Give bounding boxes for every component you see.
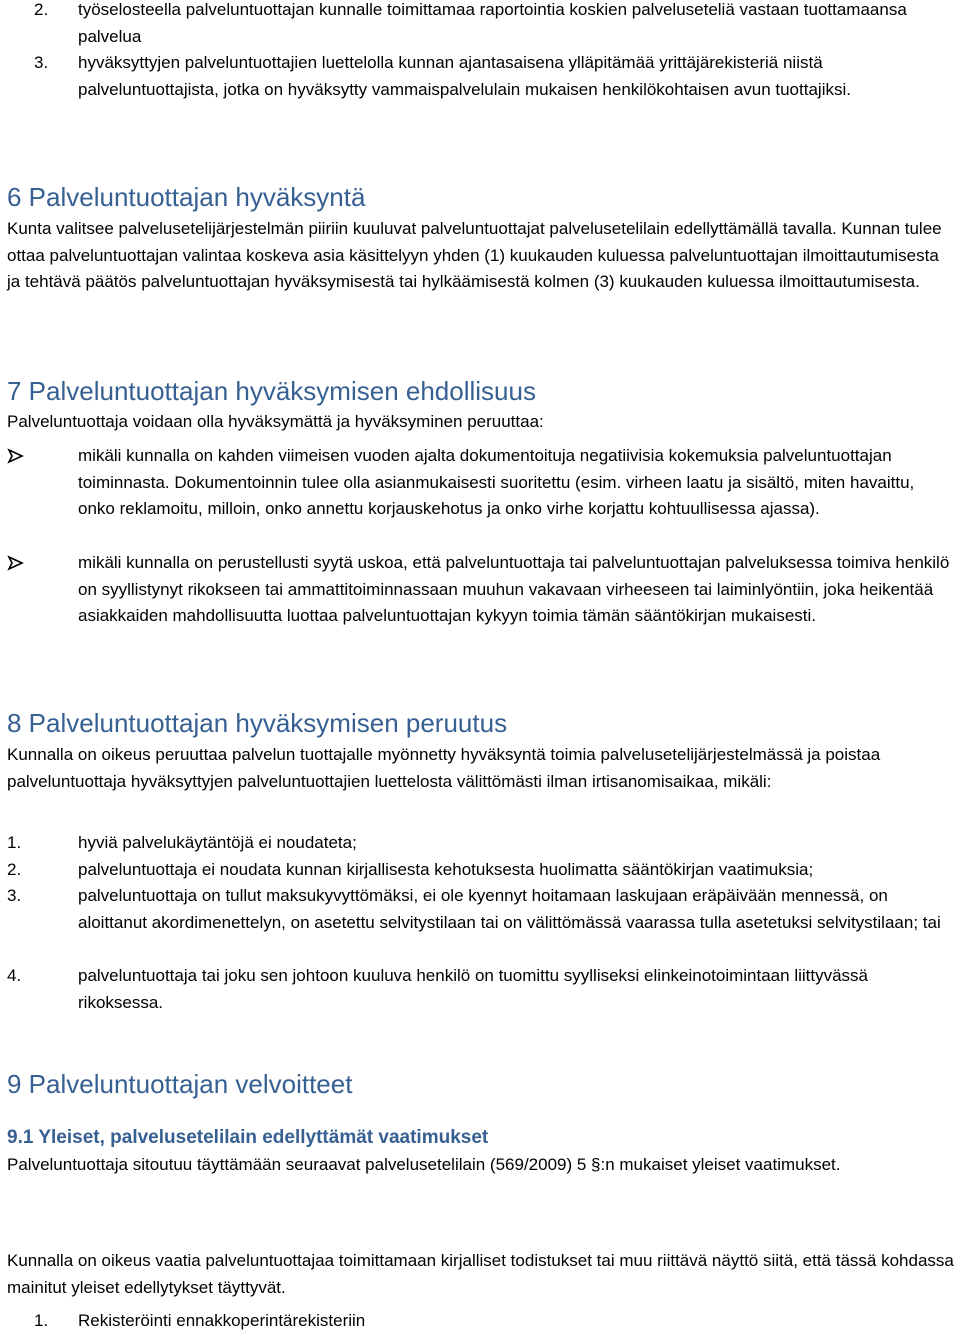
list-text: työselosteella palveluntuottajan kunnalle toimittamaa raportointia koskien palveluseteliä vastaan tuottamaansa palvelua	[78, 0, 907, 46]
arrow-bullet-icon	[7, 443, 25, 469]
list-text: hyviä palvelukäytäntöjä ei noudateta;	[78, 833, 357, 852]
list-text: palveluntuottaja ei noudata kunnan kirjallisesta kehotuksesta huolimatta sääntökirjan vaatimuksia;	[78, 860, 814, 879]
section-8-paragraph: Kunnalla on oikeus peruuttaa palvelun tuottajalle myönnetty hyväksyntä toimia palvelusetelijärjestelmässä ja poistaa palveluntuottaja hyväksyttyjen palveluntuottajien luettelosta välittömästi ilman irtisanomisaikaa, mikäli:	[7, 745, 881, 791]
section-6-paragraph: Kunta valitsee palvelusetelijärjestelmän piiriin kuuluvat palveluntuottajat palvelusetelilain edellyttämällä tavalla. Kunnan tulee ottaa palveluntuottajan valintaa koskeva asia käsittelyyn yhden (1) kuukauden kuluessa palveluntuottajan ilmoittautumisesta ja tehtävä päätös palveluntuottajan hyväksymisestä tai hylkäämisestä kolmen (3) kuukauden kuluessa ilmoittautumisesta.	[7, 219, 942, 292]
section-9-paragraph-2: Kunnalla on oikeus vaatia palveluntuottajaa toimittamaan kirjalliset todistukset tai muu riittävä näyttö siitä, että tässä kohdassa mainitut yleiset edellytykset täyttyvät.	[7, 1251, 954, 1297]
list-number: 1.	[34, 1311, 49, 1330]
list-number: 2.	[7, 860, 22, 879]
list-text: hyväksyttyjen palveluntuottajien luettelolla kunnan ajantasaisena ylläpitämää yrittäjärekisteriä niistä palveluntuottajista, jotka on hyväksytty vammaispalvelulain mukaisen henkilökohtaisen avun tuottajiksi.	[78, 53, 851, 99]
section-7-intro: Palveluntuottaja voidaan olla hyväksymättä ja hyväksyminen peruuttaa:	[7, 412, 544, 431]
subsection-heading-9-1: 9.1 Yleiset, palvelusetelilain edellyttämät vaatimukset	[7, 1127, 489, 1148]
list-number: 4.	[7, 966, 22, 985]
arrow-bullet-icon	[7, 550, 25, 576]
list-number: 3.	[7, 886, 22, 905]
section-heading-6: 6 Palveluntuottajan hyväksyntä	[7, 182, 366, 212]
list-text: palveluntuottaja on tullut maksukyvyttömäksi, ei ole kyennyt hoitamaan laskujaan eräpäivään mennessä, on aloittanut akordimenettelyn, on asetettu selvitystilaan tai on välittömässä vaarassa tulla asetetuksi selvitystilaan; tai	[78, 886, 941, 932]
section-heading-9: 9 Palveluntuottajan velvoitteet	[7, 1069, 353, 1099]
bullet-text: mikäli kunnalla on perustellusti syytä uskoa, että palveluntuottaja tai palveluntuottajan palveluksessa toimiva henkilö on syyllistynyt rikokseen tai ammattitoiminnassaan muuhun vakavaan virheeseen tai laiminlyöntiin, joka heikentää asiakkaiden mahdollisuutta luottaa palveluntuottajan kykyyn toimia tämän sääntökirjan mukaisesti.	[78, 553, 950, 626]
bullet-text: mikäli kunnalla on kahden viimeisen vuoden ajalta dokumentoituja negatiivisia kokemuksia palveluntuottajan toiminnasta. Dokumentoinnin tulee olla asianmukaisesti suoritettu (esim. virheen laatu ja sisältö, miten havaittu, onko reklamoitu, milloin, onko annettu korjauskehotus ja onko virhe korjattu kohtuullisessa ajassa).	[78, 446, 915, 519]
list-number: 1.	[7, 833, 22, 852]
list-text: palveluntuottaja tai joku sen johtoon kuuluva henkilö on tuomittu syylliseksi elinkeinotoimintaan liittyvässä rikoksessa.	[78, 966, 869, 1012]
section-heading-8: 8 Palveluntuottajan hyväksymisen peruutus	[7, 708, 508, 738]
list-text: Rekisteröinti ennakkoperintärekisteriin	[78, 1311, 366, 1330]
list-number: 2.	[34, 0, 49, 19]
section-9-paragraph-1: Palveluntuottaja sitoutuu täyttämään seuraavat palvelusetelilain (569/2009) 5 §:n mukaiset yleiset vaatimukset.	[7, 1155, 841, 1174]
list-number: 3.	[34, 53, 49, 72]
section-heading-7: 7 Palveluntuottajan hyväksymisen ehdollisuus	[7, 376, 536, 406]
